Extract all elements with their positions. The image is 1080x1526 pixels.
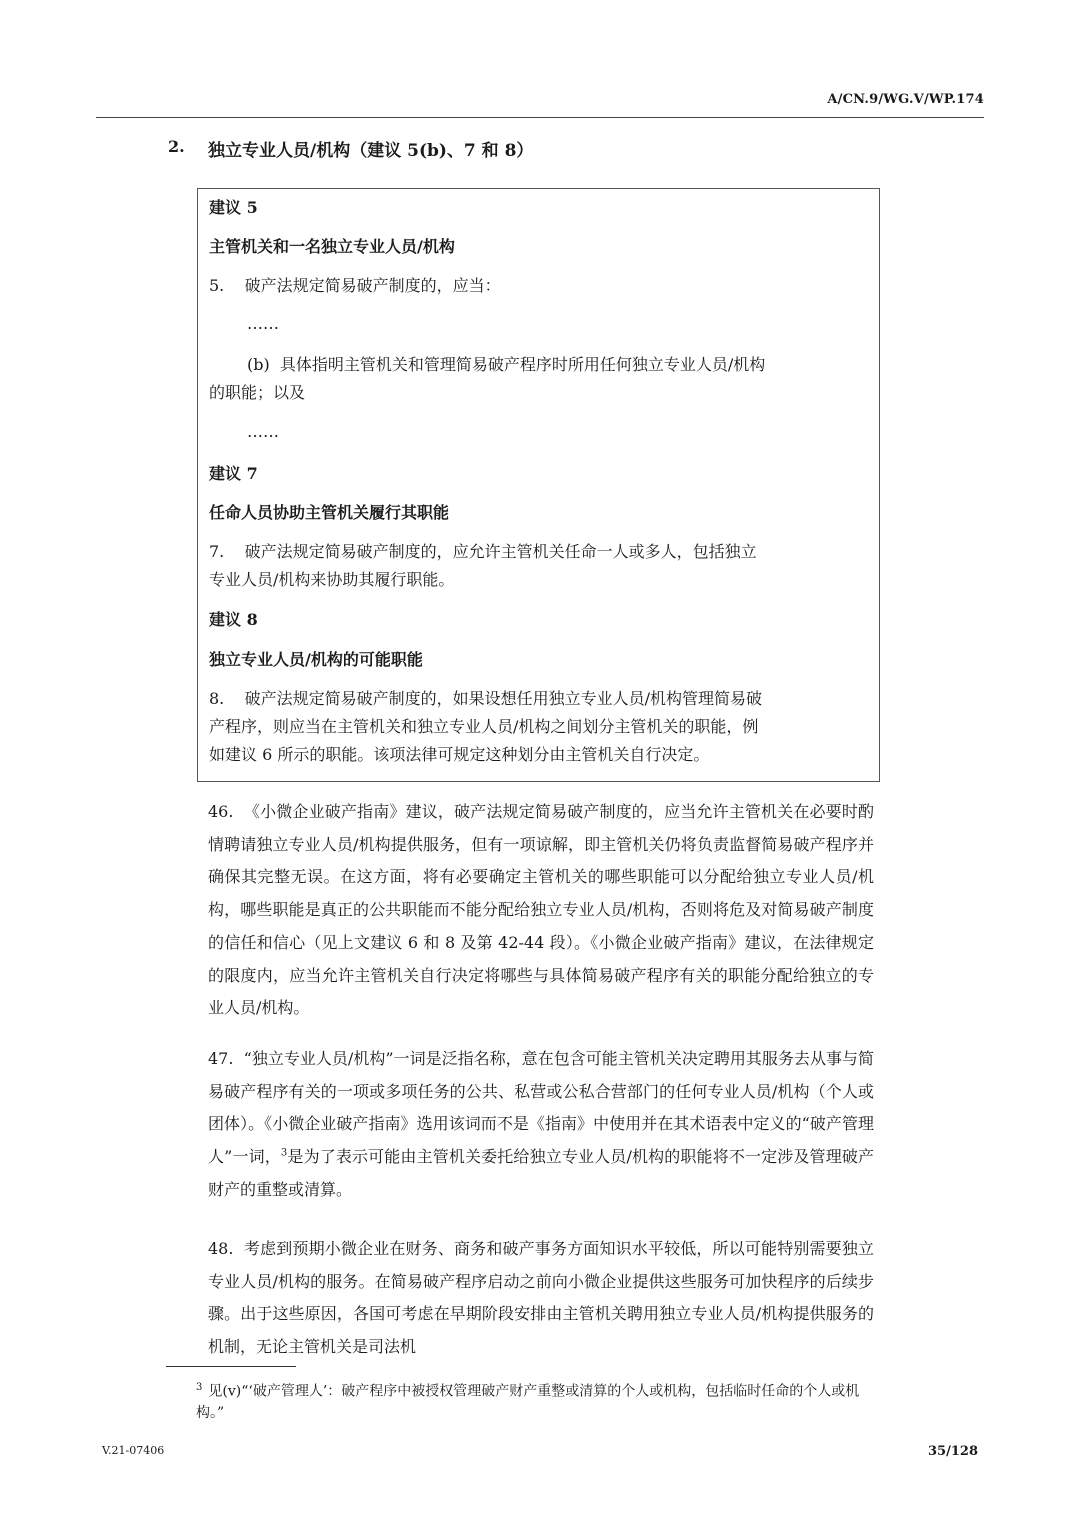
rec5-ellipsis-1: …… [247,314,279,333]
paragraph-46: 46. 《小微企业破产指南》建议，破产法规定简易破产制度的，应当允许主管机关在必要时酌情聘请独立专业人员/机构提供服务，但有一项谅解，即主管机关仍将负责监督简易破产程序并确保其完整无误。在这方面，将有必要确定主管机关的哪些职能可以分配给独立专业人员/机构，哪些职能是真正的公共职能而不能分配给独立专业人员/机构，否则将危及对简易破产制度的信任和信心（见上文建议 6 和 8 及第 42-44 段）。《小微企业破产指南》建议，在法律规定的限度内，应当允许主管机关自行决定将哪些与具体简易破产程序有关的职能分配给独立的专业人员/机构。 [208,802,874,1018]
rec5-ellipsis-2: …… [247,422,279,441]
rec5-item-b-cont: 的职能；以及 [209,383,306,402]
rec5-paragraph: 5. 破产法规定简易破产制度的，应当： [209,276,501,295]
rec5-heading: 建议 5 [209,198,258,217]
rec8-paragraph-cont-1: 产程序，则应当在主管机关和独立专业人员/机构之间划分主管机关的职能，例 [209,717,759,736]
document-code: A/CN.9/WG.V/WP.174 [827,92,984,107]
footnote-mark: 3 [196,1382,203,1393]
section-number: 2. [168,137,185,156]
rec7-paragraph: 7. 破产法规定简易破产制度的，应允许主管机关任命一人或多人，包括独立 [209,542,757,561]
rec5-item-b: (b) 具体指明主管机关和管理简易破产程序时所用任何独立专业人员/机构 [247,355,766,374]
section-title: 独立专业人员/机构（建议 5(b)、7 和 8） [208,141,534,161]
rec7-title: 任命人员协助主管机关履行其职能 [209,503,450,522]
rec8-title: 独立专业人员/机构的可能职能 [209,650,423,669]
rec8-heading: 建议 8 [209,610,258,629]
footnote-text: 见(v)“‘破产管理人’：破产程序中被授权管理破产财产重整或清算的个人或机构，包括临时任命的个人或机构。” [196,1383,860,1421]
rec5-title: 主管机关和一名独立专业人员/机构 [209,237,455,256]
paragraph-47 [208,1043,874,1207]
rec8-paragraph-cont-2: 如建议 6 所示的职能。该项法律可规定这种划分由主管机关自行决定。 [209,745,710,764]
header-divider [96,117,984,118]
footnote-divider [166,1366,296,1367]
rec7-heading: 建议 7 [209,464,258,483]
rec7-paragraph-cont: 专业人员/机构来协助其履行职能。 [209,570,455,589]
paragraph-48: 48. 考虑到预期小微企业在财务、商务和破产事务方面知识水平较低，所以可能特别需要独立专业人员/机构的服务。在简易破产程序启动之前向小微企业提供这些服务可加快程序的后续步骤。出于这些原因，各国可考虑在早期阶段安排由主管机关聘用独立专业人员/机构提供服务的机制，无论主管机关是司法机 [208,1239,874,1357]
paragraph-47-text: 47. “独立专业人员/机构”一词是泛指名称，意在包含可能主管机关决定聘用其服务去从事与简易破产程序有关的一项或多项任务的公共、私营或公私合营部门的任何专业人员/机构（个人或团体）。《小微企业破产指南》选用该词而不是《指南》中使用并在其术语表中定义的“破产管理人”一词， [208,1049,874,1167]
document-number: V.21-07406 [102,1444,165,1457]
paragraph-47-text-cont: 是为了表示可能由主管机关委托给独立专业人员/机构的职能将不一定涉及管理破产财产的重整或清算。 [208,1147,874,1199]
rec8-paragraph: 8. 破产法规定简易破产制度的，如果设想任用独立专业人员/机构管理简易破 [209,689,763,708]
footnote-reference[interactable]: 3 [280,1147,288,1159]
page-number: 35/128 [928,1444,978,1459]
footnote [196,1377,872,1424]
